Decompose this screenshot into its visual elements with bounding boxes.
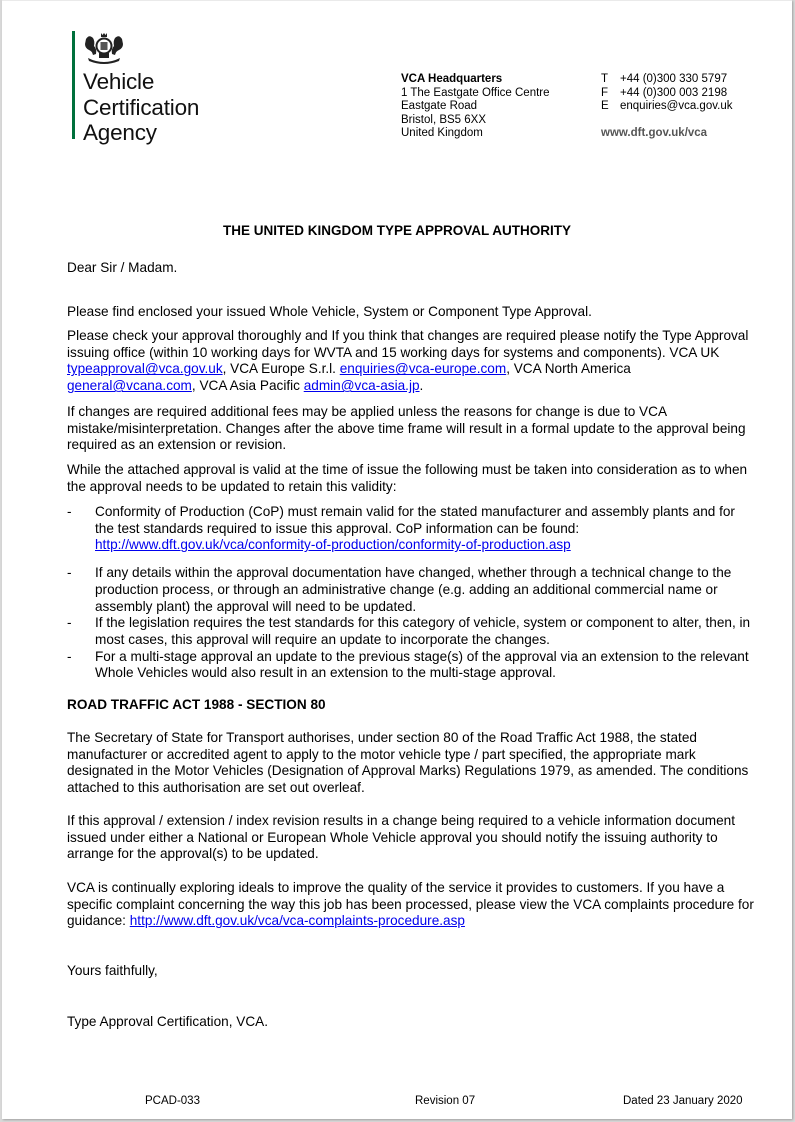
phone-row bbox=[601, 73, 732, 87]
email-address: enquiries@vca.gov.uk bbox=[620, 100, 733, 112]
logo-line-2: Certification bbox=[83, 94, 200, 120]
address-line-1: 1 The Eastgate Office Centre bbox=[401, 86, 550, 99]
notification-paragraph: If this approval / extension / index revision results in a change being required to a vehicle information document issued under either a National or European Whole Vehicle approval you should notify the issuing authority to arrange for the approval(s) to be updated. bbox=[67, 813, 735, 862]
footer-date: Dated 23 January 2020 bbox=[623, 1095, 743, 1107]
list-item bbox=[67, 504, 757, 554]
vca-europe-email-link[interactable]: enquiries@vca-europe.com bbox=[339, 361, 507, 377]
paragraph-text: , VCA Europe S.r.l. bbox=[222, 361, 340, 377]
website: www.dft.gov.uk/vca bbox=[601, 127, 708, 139]
vca-asia-pacific-email-link[interactable]: admin@vca-asia.jp bbox=[303, 378, 420, 394]
paragraph-text: , VCA Asia Pacific bbox=[191, 378, 304, 394]
list-item-text: For a multi-stage approval an update to the previous stage(s) of the approval via an extension to the relevant Whole Vehicles would also result in an extension to the multi-stage approval. bbox=[95, 648, 749, 681]
validity-paragraph: While the attached approval is valid at the time of issue the following must be taken into consideration as to when the approval needs to be updated to retain this validity: bbox=[67, 462, 748, 494]
list-dash: - bbox=[67, 648, 72, 664]
cop-info-link[interactable]: http://www.dft.gov.uk/vca/conformity-of-production/conformity-of-production.asp bbox=[95, 537, 571, 553]
intro-paragraph: Please find enclosed your issued Whole Vehicle, System or Component Type Approval. bbox=[67, 304, 592, 319]
footer-doc-ref: PCAD-033 bbox=[145, 1095, 200, 1107]
logo-accent-bar bbox=[72, 31, 75, 139]
paragraph-text: . bbox=[419, 378, 424, 394]
fees-paragraph: If changes are required additional fees may be applied unless the reasons for change is due to VCA mistake/misinterpretation. Changes after the above time frame will result in a formal update to the approval being required as an extension or revision. bbox=[67, 404, 746, 453]
email-label: E bbox=[601, 100, 609, 112]
agency-logo-wordmark bbox=[83, 69, 199, 146]
paragraph-text: Please check your approval thoroughly and If you think that changes are required please notify the Type Approval issuing office (within 10 working days for WVTA and 15 working days for systems and components). VCA UK bbox=[67, 328, 749, 360]
paragraph-text: , VCA North America bbox=[506, 361, 631, 377]
signatory: Type Approval Certification, VCA. bbox=[67, 1014, 268, 1029]
validity-conditions-list bbox=[67, 504, 757, 682]
list-dash: - bbox=[67, 504, 72, 519]
complaints-procedure-link[interactable]: http://www.dft.gov.uk/vca/vca-complaints-procedure.asp bbox=[129, 913, 465, 929]
list-item bbox=[67, 615, 757, 648]
list-dash: - bbox=[67, 565, 72, 581]
vca-north-america-email-link[interactable]: general@vcana.com bbox=[67, 378, 192, 394]
royal-crest-icon bbox=[82, 31, 126, 67]
salutation: Dear Sir / Madam. bbox=[67, 260, 178, 275]
list-item-text: If any details within the approval documentation have changed, whether through a technical change to the production process, or through an administrative change (e.g. adding an additional commercial name or assembly plant) the approval will need to be updated. bbox=[95, 565, 732, 614]
hq-address bbox=[401, 73, 550, 141]
footer-revision: Revision 07 bbox=[415, 1095, 476, 1107]
document-page bbox=[2, 0, 792, 1119]
fax-number: +44 (0)300 003 2198 bbox=[620, 86, 728, 99]
address-line-2: Eastgate Road bbox=[401, 100, 478, 112]
contact-details bbox=[601, 73, 732, 141]
list-item-text: If the legislation requires the test standards for this category of vehicle, system or component to alter, then, in most cases, this approval will require an update to incorporate the changes. bbox=[95, 615, 751, 647]
list-item bbox=[67, 565, 757, 615]
valediction: Yours faithfully, bbox=[67, 963, 158, 978]
hq-name: VCA Headquarters bbox=[401, 73, 503, 85]
list-item bbox=[67, 649, 757, 682]
section-heading: ROAD TRAFFIC ACT 1988 - SECTION 80 bbox=[67, 697, 326, 712]
logo-line-1: Vehicle bbox=[83, 69, 155, 94]
logo-line-3: Agency bbox=[83, 120, 157, 145]
fax-row bbox=[601, 87, 732, 101]
vca-uk-email-link[interactable]: typeapproval@vca.gov.uk bbox=[67, 361, 223, 377]
phone-number: +44 (0)300 330 5797 bbox=[620, 73, 728, 85]
check-approval-paragraph bbox=[67, 328, 757, 395]
complaints-paragraph bbox=[67, 880, 757, 930]
document-title: THE UNITED KINGDOM TYPE APPROVAL AUTHORITY bbox=[222, 223, 571, 238]
authorisation-paragraph: The Secretary of State for Transport authorises, under section 80 of the Road Traffic Act 1988, the stated manufacturer or accredited agent to apply to the motor vehicle type / part specified, the appropriate mark designated in the Motor Vehicles (Designation of Approval Marks) Regulations 1979, as amended. The conditions attached to this authorisation are set out overleaf. bbox=[67, 730, 749, 796]
phone-label: T bbox=[601, 73, 609, 85]
fax-label: F bbox=[601, 86, 609, 99]
paragraph-text: VCA is continually exploring ideals to improve the quality of the service it provides to customers. If you have a specific complaint concerning the way this job has been processed, please view the VCA complaints procedure for guidance: bbox=[67, 880, 754, 929]
address-line-3: Bristol, BS5 6XX bbox=[401, 113, 487, 126]
address-line-4: United Kingdom bbox=[401, 127, 483, 139]
list-item-text: Conformity of Production (CoP) must remain valid for the stated manufacturer and assembly plants and for the test standards required to issue this approval. CoP information can be found: bbox=[95, 504, 735, 536]
email-row bbox=[601, 100, 732, 114]
list-dash: - bbox=[67, 615, 72, 631]
